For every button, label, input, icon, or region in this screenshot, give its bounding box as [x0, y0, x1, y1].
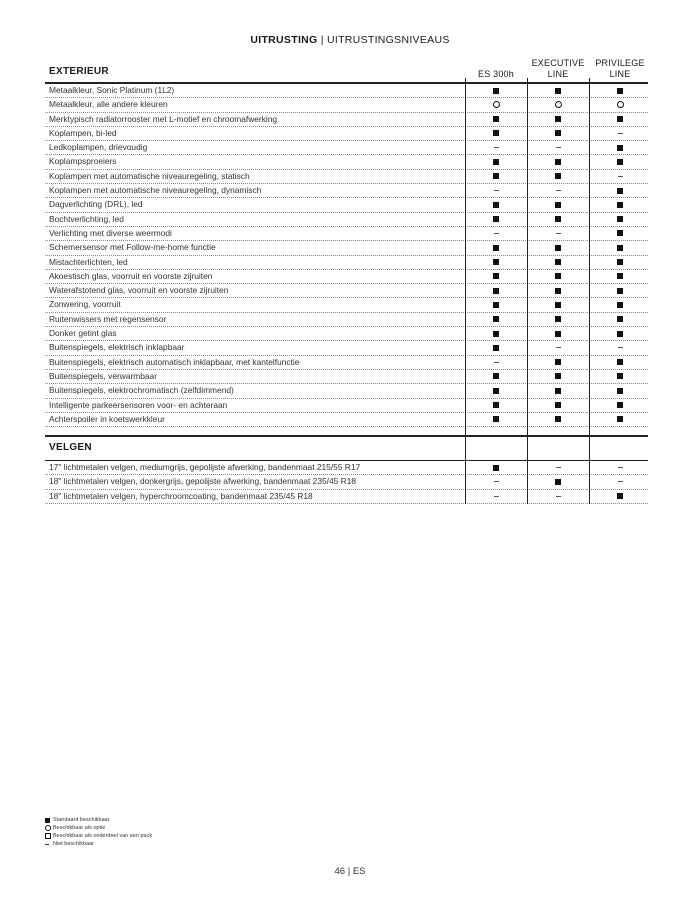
standard-icon [555, 173, 561, 179]
legend-symbol [45, 833, 53, 839]
availability-cell [465, 127, 527, 140]
legend-symbol [45, 825, 53, 831]
table-row [45, 341, 648, 355]
column-divider [589, 78, 590, 504]
availability-cell [527, 198, 589, 211]
not-available-icon [556, 147, 561, 148]
standard-icon [617, 230, 623, 236]
legend-symbol [45, 844, 53, 845]
availability-cell [527, 141, 589, 154]
availability-cell [465, 341, 527, 354]
availability-cell [527, 184, 589, 197]
row-label: Intelligente parkeersensoren voor- en achteraan [49, 399, 228, 410]
availability-cell [589, 98, 651, 111]
not-available-icon [494, 233, 499, 234]
availability-cell [589, 475, 651, 488]
availability-cell [589, 127, 651, 140]
standard-icon [555, 88, 561, 94]
standard-icon [617, 373, 623, 379]
not-available-icon [618, 481, 623, 482]
availability-cell [589, 155, 651, 168]
velgen-header [45, 435, 648, 461]
footer-separator: | [347, 866, 351, 877]
table-row [45, 298, 648, 312]
standard-icon [555, 159, 561, 165]
availability-cell [465, 490, 527, 503]
standard-icon [493, 373, 499, 379]
not-available-icon [618, 133, 623, 134]
availability-cell [465, 298, 527, 311]
not-available-icon [556, 347, 561, 348]
standard-icon [617, 288, 623, 294]
velgen-rows [45, 461, 648, 504]
standard-icon [493, 345, 499, 351]
availability-cell [589, 356, 651, 369]
exterior-header [45, 50, 648, 84]
row-label: Metaalkleur, alle andere kleuren [49, 99, 168, 110]
availability-cell [527, 170, 589, 183]
standard-icon [493, 288, 499, 294]
legend [45, 816, 152, 848]
availability-cell [465, 256, 527, 269]
not-available-icon [556, 467, 561, 468]
standard-icon [493, 416, 499, 422]
legend-item [45, 832, 152, 840]
availability-cell [527, 413, 589, 426]
standard-icon [617, 416, 623, 422]
standard-icon [617, 202, 623, 208]
availability-cell [465, 113, 527, 126]
not-available-icon [494, 147, 499, 148]
col-executive: EXECUTIVE LINE [531, 58, 585, 79]
standard-icon [555, 245, 561, 251]
option-icon [555, 101, 562, 108]
standard-icon [493, 159, 499, 165]
not-available-icon [618, 176, 623, 177]
availability-cell [527, 127, 589, 140]
standard-icon [493, 245, 499, 251]
availability-cell [527, 298, 589, 311]
standard-icon [617, 216, 623, 222]
standard-icon [617, 359, 623, 365]
row-label: 17" lichtmetalen velgen, mediumgrijs, gepolijste afwerking, bandenmaat 215/55 R17 [49, 462, 361, 473]
table-row [45, 327, 648, 341]
table-row [45, 155, 648, 169]
availability-cell [527, 313, 589, 326]
availability-cell [465, 241, 527, 254]
availability-cell [589, 256, 651, 269]
standard-icon [493, 273, 499, 279]
table-row [45, 113, 648, 127]
availability-cell [527, 213, 589, 226]
table-row [45, 213, 648, 227]
table-row [45, 284, 648, 298]
legend-text: Standaard beschikbaar [53, 817, 110, 823]
availability-cell [527, 475, 589, 488]
standard-icon [555, 116, 561, 122]
table-row [45, 490, 648, 504]
availability-cell [465, 356, 527, 369]
standard-icon [617, 159, 623, 165]
availability-cell [465, 227, 527, 240]
standard-icon [555, 402, 561, 408]
exterior-table [45, 50, 648, 504]
standard-icon [555, 202, 561, 208]
not-available-icon [618, 347, 623, 348]
availability-cell [527, 98, 589, 111]
standard-icon [493, 259, 499, 265]
table-row [45, 198, 648, 212]
availability-cell [465, 384, 527, 397]
standard-icon [555, 373, 561, 379]
page-footer [0, 866, 700, 877]
row-label: Waterafstotend glas, voorruit en voorste zijruiten [49, 285, 229, 296]
table-row [45, 184, 648, 198]
availability-cell [589, 341, 651, 354]
availability-cell [589, 284, 651, 297]
table-row [45, 313, 648, 327]
table-row [45, 384, 648, 398]
availability-cell [589, 461, 651, 474]
not-available-icon [45, 844, 49, 845]
row-label: Metaalkleur, Sonic Platinum (1L2) [49, 85, 175, 95]
availability-cell [527, 461, 589, 474]
row-label: 18" lichtmetalen velgen, donkergrijs, gepolijste afwerking, bandenmaat 235/45 R18 [49, 476, 356, 487]
availability-cell [589, 399, 651, 412]
standard-icon [555, 359, 561, 365]
table-row [45, 170, 648, 184]
availability-cell [527, 227, 589, 240]
availability-cell [465, 399, 527, 412]
row-label: Koplampen met automatische niveauregeling, dynamisch [49, 185, 262, 196]
row-label: Ruitenwissers met regensensor [49, 313, 167, 324]
row-label: Schemersensor met Follow-me-home functie [49, 242, 216, 253]
table-row [45, 475, 648, 489]
availability-cell [589, 141, 651, 154]
standard-icon [493, 88, 499, 94]
availability-cell [465, 155, 527, 168]
legend-text: Beschikbaar als optie [53, 825, 106, 831]
table-row [45, 370, 648, 384]
standard-icon [555, 416, 561, 422]
availability-cell [589, 313, 651, 326]
availability-cell [527, 113, 589, 126]
availability-cell [589, 490, 651, 503]
legend-text: Beschikbaar als onderdeel van een pack [53, 833, 153, 839]
availability-cell [589, 213, 651, 226]
row-label: Akoestisch glas, voorruit en voorste zijruiten [49, 270, 213, 281]
option-icon [45, 825, 51, 831]
row-label: Achterspoiler in koetswerkkleur [49, 413, 165, 424]
table-row [45, 127, 648, 141]
standard-icon [617, 316, 623, 322]
standard-icon [493, 465, 499, 471]
availability-cell [465, 98, 527, 111]
col-es300h: ES 300h [478, 69, 514, 79]
availability-cell [465, 313, 527, 326]
availability-cell [589, 413, 651, 426]
legend-item [45, 824, 152, 832]
page-number: 46 [334, 866, 346, 877]
standard-icon [493, 173, 499, 179]
availability-cell [527, 490, 589, 503]
row-label: Ledkoplampen, drievoudig [49, 142, 148, 153]
standard-icon [555, 288, 561, 294]
availability-cell [465, 84, 527, 97]
row-label: Koplampsproeiers [49, 156, 117, 167]
row-label: Zonwering, voorruit [49, 299, 121, 310]
standard-icon [617, 145, 623, 151]
table-row [45, 399, 648, 413]
row-label: Buitenspiegels, elektrisch automatisch inklapbaar, met kantelfunctie [49, 356, 300, 367]
standard-icon [617, 302, 623, 308]
row-label: Koplampen, bi-led [49, 127, 117, 138]
standard-icon [617, 245, 623, 251]
availability-cell [465, 270, 527, 283]
availability-cell [465, 475, 527, 488]
availability-cell [527, 384, 589, 397]
standard-icon [493, 331, 499, 337]
row-label: Buitenspiegels, verwarmbaar [49, 370, 157, 381]
availability-cell [589, 370, 651, 383]
availability-cell [527, 155, 589, 168]
availability-cell [589, 184, 651, 197]
standard-icon [617, 493, 623, 499]
availability-cell [589, 227, 651, 240]
footer-model: ES [352, 866, 366, 877]
table-row [45, 461, 648, 475]
standard-icon [45, 818, 50, 823]
not-available-icon [556, 233, 561, 234]
standard-icon [617, 259, 623, 265]
exterior-rows [45, 84, 648, 427]
availability-cell [465, 370, 527, 383]
availability-cell [465, 213, 527, 226]
availability-cell [527, 270, 589, 283]
pack-icon [45, 833, 51, 839]
availability-cell [527, 327, 589, 340]
availability-cell [465, 461, 527, 474]
table-row [45, 227, 648, 241]
standard-icon [493, 130, 499, 136]
availability-cell [589, 113, 651, 126]
availability-cell [589, 241, 651, 254]
standard-icon [617, 188, 623, 194]
availability-cell [527, 399, 589, 412]
row-label: Buitenspiegels, elektrochromatisch (zelfdimmend) [49, 385, 234, 396]
standard-icon [493, 116, 499, 122]
availability-cell [589, 327, 651, 340]
column-divider [527, 78, 528, 504]
not-available-icon [556, 190, 561, 191]
standard-icon [555, 216, 561, 222]
not-available-icon [618, 467, 623, 468]
standard-icon [617, 88, 623, 94]
page-title [0, 34, 700, 46]
standard-icon [493, 302, 499, 308]
not-available-icon [494, 190, 499, 191]
option-icon [493, 101, 500, 108]
availability-cell [589, 270, 651, 283]
row-label: Merktypisch radiatorrooster met L-motief en chroomafwerking [49, 113, 278, 124]
standard-icon [617, 116, 623, 122]
availability-cell [465, 327, 527, 340]
row-label: Bochtverlichting, led [49, 213, 124, 224]
standard-icon [555, 302, 561, 308]
standard-icon [555, 273, 561, 279]
row-label: Donker getint glas [49, 328, 117, 339]
standard-icon [493, 388, 499, 394]
legend-symbol [45, 818, 53, 823]
standard-icon [555, 388, 561, 394]
not-available-icon [494, 362, 499, 363]
row-label: Dagverlichting (DRL), led [49, 199, 143, 210]
availability-cell [465, 284, 527, 297]
availability-cell [589, 170, 651, 183]
availability-cell [465, 184, 527, 197]
availability-cell [465, 141, 527, 154]
availability-cell [527, 341, 589, 354]
standard-icon [493, 402, 499, 408]
row-label: Buitenspiegels, elektrisch inklapbaar [49, 342, 185, 353]
availability-cell [527, 84, 589, 97]
table-row [45, 98, 648, 112]
standard-icon [555, 316, 561, 322]
legend-item [45, 840, 152, 848]
availability-cell [589, 384, 651, 397]
availability-cell [527, 256, 589, 269]
table-row [45, 270, 648, 284]
standard-icon [617, 388, 623, 394]
standard-icon [617, 273, 623, 279]
availability-cell [589, 198, 651, 211]
not-available-icon [494, 496, 499, 497]
availability-cell [465, 198, 527, 211]
legend-text: Niet beschikbaar [53, 841, 94, 847]
row-label: Koplampen met automatische niveauregeling, statisch [49, 170, 250, 181]
row-label: 18" lichtmetalen velgen, hyperchroomcoating, bandenmaat 235/45 R18 [49, 490, 313, 501]
standard-icon [493, 202, 499, 208]
table-row [45, 356, 648, 370]
standard-icon [555, 259, 561, 265]
standard-icon [617, 331, 623, 337]
row-label: Verlichting met diverse weermodi [49, 227, 172, 238]
availability-cell [465, 170, 527, 183]
availability-cell [465, 413, 527, 426]
not-available-icon [556, 496, 561, 497]
exterior-title: EXTERIEUR [49, 66, 109, 77]
table-row [45, 241, 648, 255]
option-icon [617, 101, 624, 108]
availability-cell [527, 370, 589, 383]
table-row [45, 256, 648, 270]
availability-cell [527, 284, 589, 297]
title-main: UITRUSTING [250, 34, 318, 46]
availability-cell [527, 356, 589, 369]
availability-cell [589, 298, 651, 311]
velgen-title: VELGEN [49, 442, 92, 454]
col-privilege: PRIVILEGE LINE [595, 58, 645, 79]
standard-icon [493, 316, 499, 322]
table-row [45, 413, 648, 427]
standard-icon [555, 130, 561, 136]
table-row [45, 84, 648, 98]
row-label: Mistachterlichten, led [49, 256, 128, 267]
availability-cell [589, 84, 651, 97]
standard-icon [617, 402, 623, 408]
standard-icon [555, 479, 561, 485]
column-divider [465, 78, 466, 504]
title-sub: UITRUSTINGSNIVEAUS [326, 34, 450, 46]
availability-cell [527, 241, 589, 254]
title-separator: | [320, 34, 324, 46]
table-row [45, 141, 648, 155]
standard-icon [555, 331, 561, 337]
not-available-icon [494, 481, 499, 482]
standard-icon [493, 216, 499, 222]
legend-item [45, 816, 152, 824]
